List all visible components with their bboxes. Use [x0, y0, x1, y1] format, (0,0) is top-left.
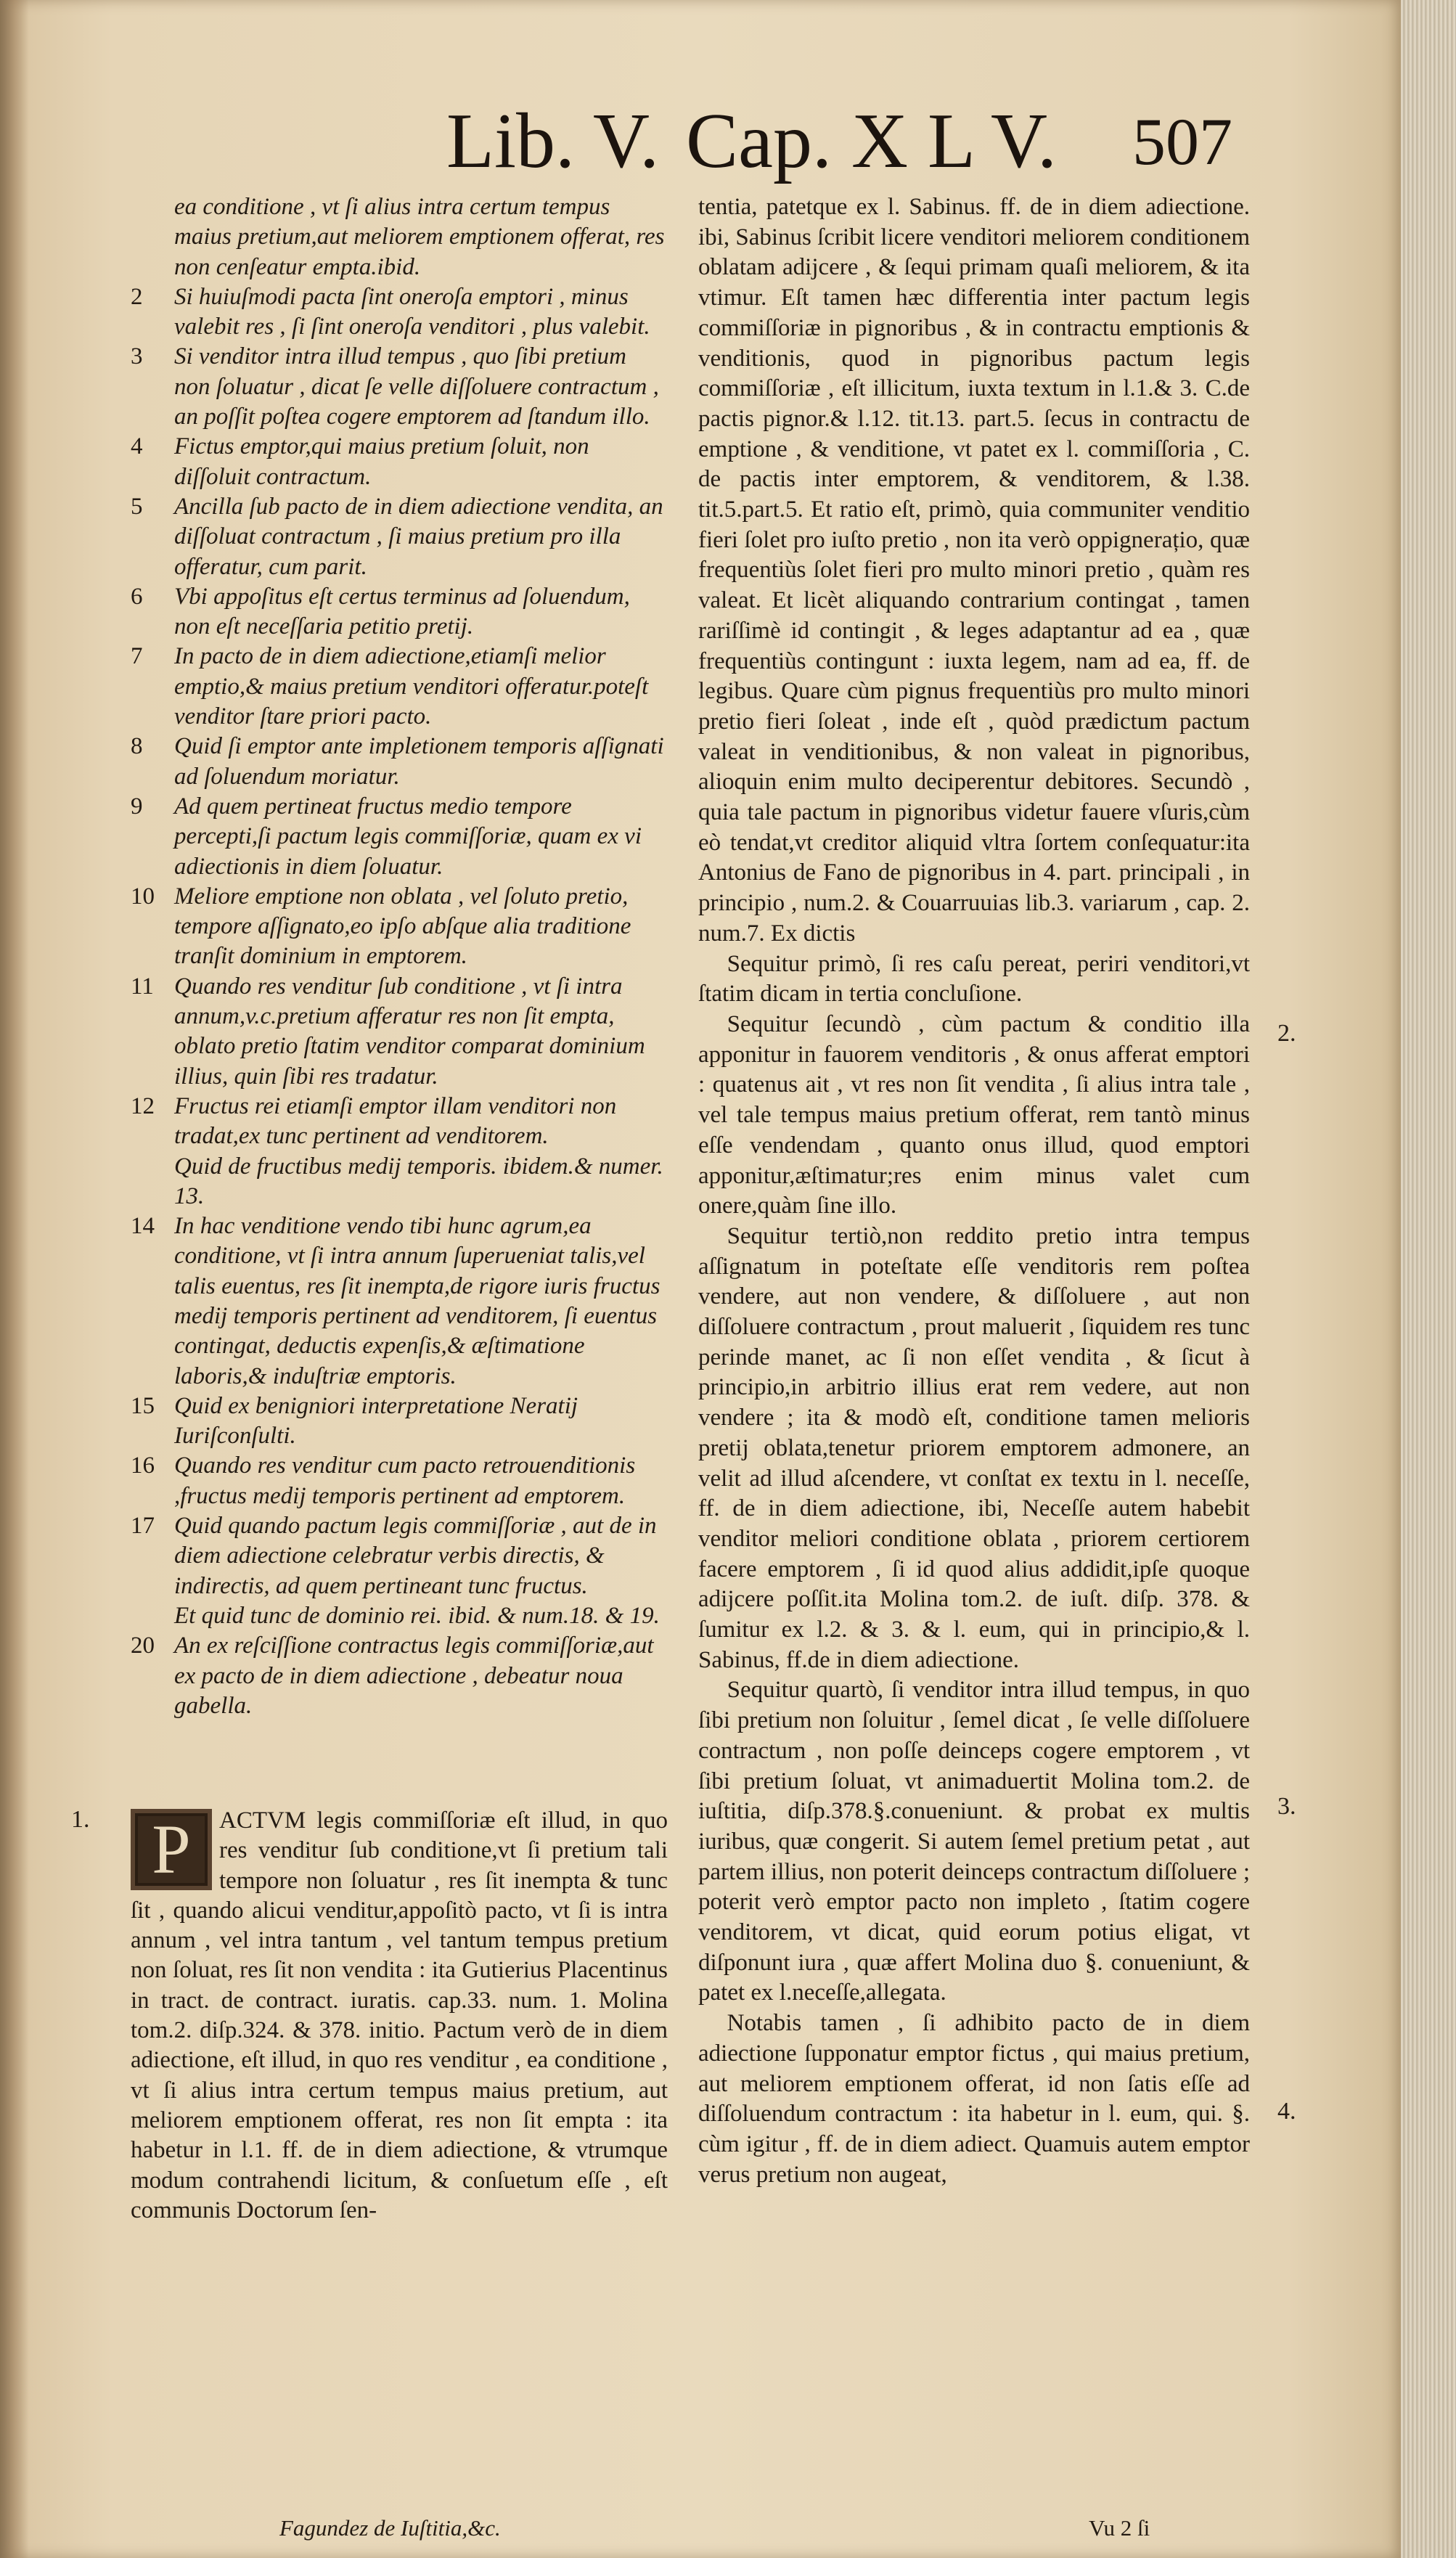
margin-number-1: 1.	[71, 1806, 90, 1833]
summary-number: 11	[131, 973, 154, 1000]
summary-text: Quid quando pactum legis commiſſoriæ , aut de in diem adiectione celebratur verbis directis, & indirectis, ad quem pertineant tunc fructus.	[174, 1513, 657, 1599]
summary-text: Fictus emptor,qui maius pretium ſoluit, non diſſoluit contractum.	[174, 433, 589, 490]
summary-text: Ad quem pertineat fructus medio tempore percepti,ſi pactum legis commiſſoriæ, quam ex vi adiectionis in diem ſoluatur.	[174, 793, 642, 880]
summary-item	[131, 432, 668, 492]
summary-item	[131, 972, 668, 1092]
paragraph: Sequitur tertiò,non reddito pretio intra tempus aſſignatum in poteſtate eſſe venditoris rem poſtea vendere, aut non vendere, & diſſoluere , aut non diſſoluere contractum , prout maluerit , ſiquidem res tunc perinde manet, ac ſi non eſſet vendita , & ſicut à principio,in arbitrio illius erat rem vedere, aut non vendere ; ita & modò eſt, conditione tamen melioris pretij oblata,tenetur priorem emptorem admonere, an velit ad illud aſcendere, vt conſtat ex textu in l. neceſſe, ff. de in diem adiectione, ibi, Neceſſe autem habebit venditor meliori conditione oblata , priorem certiorem facere emptorem , ſi id quod alius addidit,ipſe quoque adijcere poſſit.ita Molina tom.2. de iuſt. diſp. 378. & ſumitur ex l.2. & 3. & l. eum, qui in principio,& l. Sabinus, ff.de in diem adiectione.	[698, 1222, 1250, 1673]
summary-text: Quando res venditur ſub conditione , vt ſi intra annum,v.c.pretium afferatur res non ſit empta, oblato pretio ſtatim venditor comparat dominium illius, quin ſibi res tradatur.	[174, 973, 645, 1090]
signature-line: Fagundez de Iuſtitia,&c.	[279, 2515, 501, 2541]
summary-number: 17	[131, 1513, 155, 1540]
summary-item	[131, 492, 668, 582]
gutter-shadow	[0, 0, 29, 2558]
summary-text: Et quid tunc de dominio rei. ibid. & num.18. & 19.	[174, 1602, 660, 1629]
summary-text: Quid de fructibus medij temporis. ibidem.& numer. 13.	[174, 1153, 663, 1209]
summary-number: 8	[131, 733, 143, 760]
summary-item	[131, 1511, 668, 1601]
summary-item	[131, 582, 668, 642]
paragraph: Sequitur primò, ſi res caſu pereat, periri venditori,vt ſtatim dicam in tertia concluſione.	[698, 950, 1250, 1008]
summary-item	[131, 192, 668, 282]
summary-number: 3	[131, 343, 143, 370]
summary-item	[131, 792, 668, 882]
paragraph: Sequitur ſecundò , cùm pactum & conditio illa apponitur in fauorem venditoris , & onus afferat emptori : quatenus ait , vt res non ſit vendita , ſi alius intra tale , vel tale tempus maius pretium offerat, rem tantò minus eſſe vendendam , quanto onus illud, quod emptori apponitur,æſtimatur;res enim minus valet cum onere,quàm ſine illo.	[698, 1010, 1250, 1219]
summary-number: 4	[131, 433, 143, 460]
summary-item	[131, 1211, 668, 1392]
summary-item	[131, 882, 668, 972]
summary-number: 14	[131, 1213, 155, 1240]
summary-text: ea conditione , vt ſi alius intra certum tempus maius pretium,aut meliorem emptionem offerat, res non cenſeatur empta.ibid.	[174, 194, 665, 280]
summary-number: 10	[131, 883, 155, 910]
catchword: Vu 2 ſi	[1089, 2515, 1150, 2541]
main-text-right	[698, 192, 1250, 2190]
summary-list	[131, 192, 668, 1721]
summary-text: An ex reſciſſione contractus legis commiſſoriæ,aut ex pacto de in diem adiectione , debeatur noua gabella.	[174, 1633, 654, 1719]
summary-item	[131, 1092, 668, 1152]
summary-text: Si venditor intra illud tempus , quo ſibi pretium non ſoluatur , dicat ſe velle diſſoluere contractum , an poſſit poſtea cogere emptorem ad ſtandum illo.	[174, 343, 659, 430]
paragraph: tentia, patetque ex l. Sabinus. ff. de in diem adiectione. ibi, Sabinus ſcribit licere venditori meliorem conditionem oblatam adijcere , & ſequi primam quaſi meliorem, & ita vtimur. Eſt tamen hæc differentia inter pactum legis commiſſoriæ in pignoribus , & in contractu emptionis & venditionis, quod in pignoribus pactum legis commiſſoriæ , eſt illicitum, iuxta textum in l.1.& 3. C.de pactis pignor.& l.12. tit.13. part.5. ſecus in contractu de emptione , & venditione, vt patet ex l. commiſſoria , C. de pactis inter emptorem, & venditorem, & l.38. tit.5.part.5. Et ratio eſt, primò, quia communiter venditio fieri ſolet pro iuſto pretio , non ita verò oppignerațio, quæ frequentiùs ſolet fieri pro multo minori pretio , quàm res valeat. Et licèt aliquando contrarium contingat , tamen rariſſimè id contingit , & leges adaptantur ad ea , quæ frequentiùs contingunt : iuxta legem, nam ad ea, ff. de legibus. Quare cùm pignus frequentiùs pro multo minori pretio fieri ſoleat , inde eſt , quòd prædictum pactum valeat in venditionibus, & non valeat in pignoribus, alioquin enim multo deciperentur debitores. Secundò , quia tale pactum in pignoribus videtur fauere vſuris,cùm eò tendat,vt creditor aliquid vltra ſortem conſequatur:ita Antonius de Fano de pignoribus in 4. part. principali , in principio , num.2. & Couarruuias lib.3. variarum , cap. 2. num.7. Ex dictis	[698, 194, 1250, 947]
summary-text: Vbi appoſitus eſt certus terminus ad ſoluendum, non eſt neceſſaria petitio pretij.	[174, 583, 630, 640]
summary-text: Si huiuſmodi pacta ſint oneroſa emptori , minus valebit res , ſi ſint oneroſa venditori , plus valebit.	[174, 283, 650, 340]
summary-number: 6	[131, 583, 143, 610]
summary-number: 7	[131, 643, 143, 670]
summary-item	[131, 1451, 668, 1511]
summary-number: 5	[131, 493, 143, 520]
summary-item	[131, 642, 668, 732]
summary-item	[131, 732, 668, 792]
header-book: Lib. V.	[446, 98, 660, 184]
summary-number: 2	[131, 283, 143, 310]
margin-number-4: 4.	[1277, 2098, 1296, 2125]
running-header	[0, 98, 1401, 184]
paragraph: Sequitur quartò, ſi venditor intra illud tempus, in quo ſibi pretium non ſoluitur , ſemel dicat , ſe velle diſſoluere contractum , non poſſe deinceps cogere emptorem , vt ſibi pretium ſoluat, vt animaduertit Molina tom.2. de iuſtitia, diſp.378.§.conueniunt. & probat ex multis iuribus, quæ congerit. Si autem ſemel pretium petat , aut partem illius, non poterit deinceps contractum diſſoluere ; poterit verò emptor pacto non impleto , ſtatim cogere venditorem, vt dicat, quid eorum potius eligat, vt diſponunt iura , quæ affert Molina duo §. conueniunt, & patet ex l.neceſſe,allegata.	[698, 1677, 1250, 2006]
summary-item	[131, 1601, 668, 1631]
summary-text: Fructus rei etiamſi emptor illam venditori non tradat,ex tunc pertinent ad venditorem.	[174, 1092, 617, 1150]
summary-item	[131, 342, 668, 432]
summary-item	[131, 282, 668, 343]
summary-number: 16	[131, 1452, 155, 1479]
drop-cap: P	[131, 1809, 212, 1890]
page-number: 507	[1132, 105, 1232, 179]
main-text-left	[131, 1806, 668, 2226]
summary-item	[131, 1392, 668, 1452]
summary-text: In hac venditione vendo tibi hunc agrum,ea conditione, vt ſi intra annum ſuperueniat talis,vel talis euentus, res ſit inempta,de rigore iuris fructus medij temporis pertinent ad venditorem, ſi euentus contingat, deductis expenſis,& æſtimatione laboris,& induſtriæ emptoris.	[174, 1213, 660, 1389]
margin-number-3: 3.	[1277, 1793, 1296, 1820]
margin-number-2: 2.	[1277, 1020, 1296, 1047]
summary-text: Quid ſi emptor ante impletionem temporis aſſignati ad ſoluendum moriatur.	[174, 733, 664, 790]
summary-item	[131, 1631, 668, 1721]
summary-text: In pacto de in diem adiectione,etiamſi melior emptio,& maius pretium venditori offeratur.poteſt venditor ſtare priori pacto.	[174, 643, 649, 730]
summary-text: Quando res venditur cum pacto retrouenditionis ,fructus medij temporis pertinent ad emptorem.	[174, 1452, 636, 1509]
main-paragraph-left: ACTVM legis commiſſoriæ eſt illud, in quo res venditur ſub conditione,vt ſi pretium tali tempore non ſoluatur , res ſit inempta & tunc ſit , quando alicui venditur,appoſitò pacto, vt ſi is intra annum , vel intra tantum , vel tantum tempus pretium non ſoluat, res ſit non vendita : ita Gutierius Placentinus in tract. de contract. iuratis. cap.33. num. 1. Molina tom.2. diſp.324. & 378. initio. Pactum verò de in diem adiectione, eſt illud, in quo res venditur , ea conditione , vt ſi alius intra certum tempus maius pretium, aut meliorem emptionem offerat, res non ſit empta : ita habetur in l.1. ff. de in diem adiectione, & vtrumque modum contrahendi licitum, & conſuetum eſſe , eſt communis Doctorum ſen-	[131, 1807, 668, 2223]
summary-text: Ancilla ſub pacto de in diem adiectione vendita, an diſſoluat contractum , ſi maius pretium pro illa offeratur, cum parit.	[174, 493, 663, 580]
summary-number: 20	[131, 1633, 155, 1659]
summary-number: 9	[131, 793, 143, 820]
header-chapter: Cap. X L V.	[686, 98, 1058, 184]
paragraph: Notabis tamen , ſi adhibito pacto de in diem adiectione ſupponatur emptor fictus , qui maius pretium, aut meliorem emptionem offerat, id non ſatis eſſe ad diſſoluendum contractum : ita habetur in l. eum, qui. §. cùm igitur , ff. de in diem adiect. Quamuis autem emptor verus pretium non augeat,	[698, 2010, 1250, 2188]
summary-number: 15	[131, 1392, 155, 1419]
summary-text: Quid ex benigniori interpretatione Neratij Iuriſconſulti.	[174, 1392, 578, 1450]
summary-number: 12	[131, 1092, 155, 1119]
summary-item	[131, 1152, 668, 1212]
page-edges	[1401, 0, 1456, 2558]
summary-text: Meliore emptione non oblata , vel ſoluto pretio, tempore aſſignato,eo ipſo abſque alia traditione tranſit dominium in emptorem.	[174, 883, 631, 970]
